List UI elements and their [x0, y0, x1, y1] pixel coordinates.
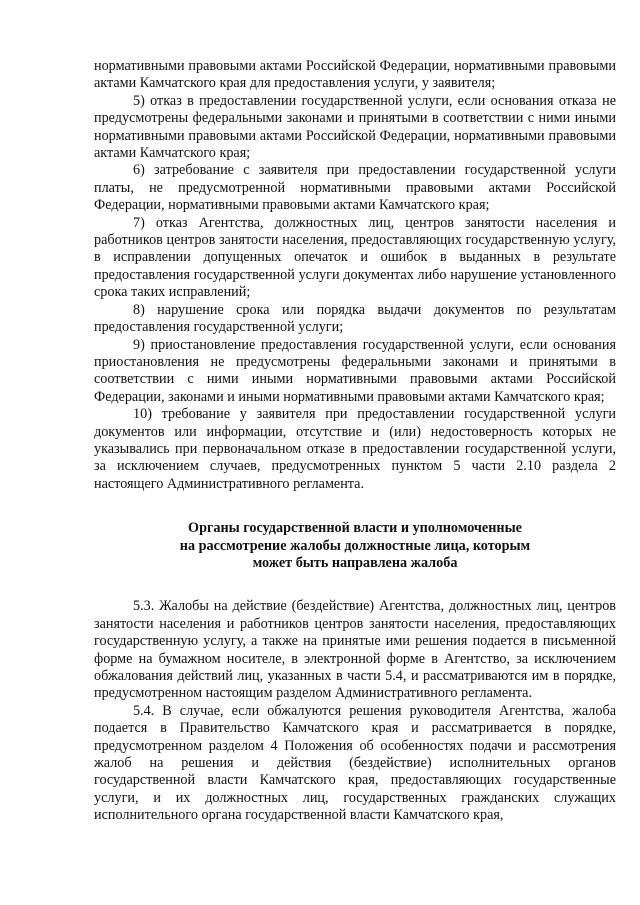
paragraph-item-6: 6) затребование с заявителя при предоставлении государственной услуги платы, не предусмотренной нормативными правовыми актами Российской Федерации, нормативными правовыми актами Камчатского края;	[94, 162, 616, 214]
section-heading-line: на рассмотрение жалобы должностные лица, которым	[179, 537, 531, 554]
paragraph-continuation: нормативными правовыми актами Российской Федерации, нормативными правовыми актами Камчатского края для предоставления услуги, у заявителя;	[94, 58, 616, 92]
section-heading	[94, 520, 616, 572]
paragraph-5-3: 5.3. Жалобы на действие (бездействие) Агентства, должностных лиц, центров занятости населения и работников центров занятости населения, предоставляющих государственную услугу, а также на принятые ими решения подается в письменной форме на бумажном носителе, в электронной форме в Агентство, за исключением обжалования действий лиц, указанных в части 5.4, и рассматриваются им в порядке, предусмотренном настоящим разделом Административного регламента.	[94, 598, 616, 702]
paragraph-item-8: 8) нарушение срока или порядка выдачи документов по результатам предоставления государственной услуги;	[94, 301, 616, 336]
section-heading-line: может быть направлена жалоба	[252, 554, 458, 571]
paragraph-item-5: 5) отказ в предоставлении государственной услуги, если основания отказа не предусмотрены федеральными законами и принятыми в соответствии с ними иными нормативными правовыми актами Российской Федерации, нормативными правовыми актами Камчатского края;	[94, 92, 616, 162]
document-page	[94, 58, 616, 825]
paragraph-item-7: 7) отказ Агентства, должностных лиц, центров занятости населения и работников центров занятости населения, предоставляющих государственную услугу, в исправлении допущенных опечаток и ошибок в выданных в результате предоставления государственной услуги документах либо нарушение установленного срока таких исправлений;	[94, 214, 616, 301]
paragraph-item-9: 9) приостановление предоставления государственной услуги, если основания приостановления не предусмотрены федеральными законами и принятыми в соответствии с ними иными нормативными правовыми актами Российской Федерации, законами и иными нормативными правовыми актами Камчатского края;	[94, 336, 616, 405]
section-heading-line: Органы государственной власти и уполномоченные	[188, 520, 522, 537]
paragraph-item-10: 10) требование у заявителя при предоставлении государственной услуги документов или информации, отсутствие и (или) недостоверность которых не указывались при первоначальном отказе в предоставлении государственной услуги, за исключением случаев, предусмотренных пунктом 5 части 2.10 раздела 2 настоящего Административного регламента.	[94, 406, 616, 492]
paragraph-5-4: 5.4. В случае, если обжалуются решения руководителя Агентства, жалоба подается в Правительство Камчатского края и рассматривается в порядке, предусмотренном разделом 4 Положения об особенностях подачи и рассмотрения жалоб на решения и действия (бездействие) исполнительных органов государственной власти Камчатского края, предоставляющих государственные услуги, и их должностных лиц, государственных гражданских служащих исполнительного органа государственной власти Камчатского края,	[94, 702, 616, 824]
